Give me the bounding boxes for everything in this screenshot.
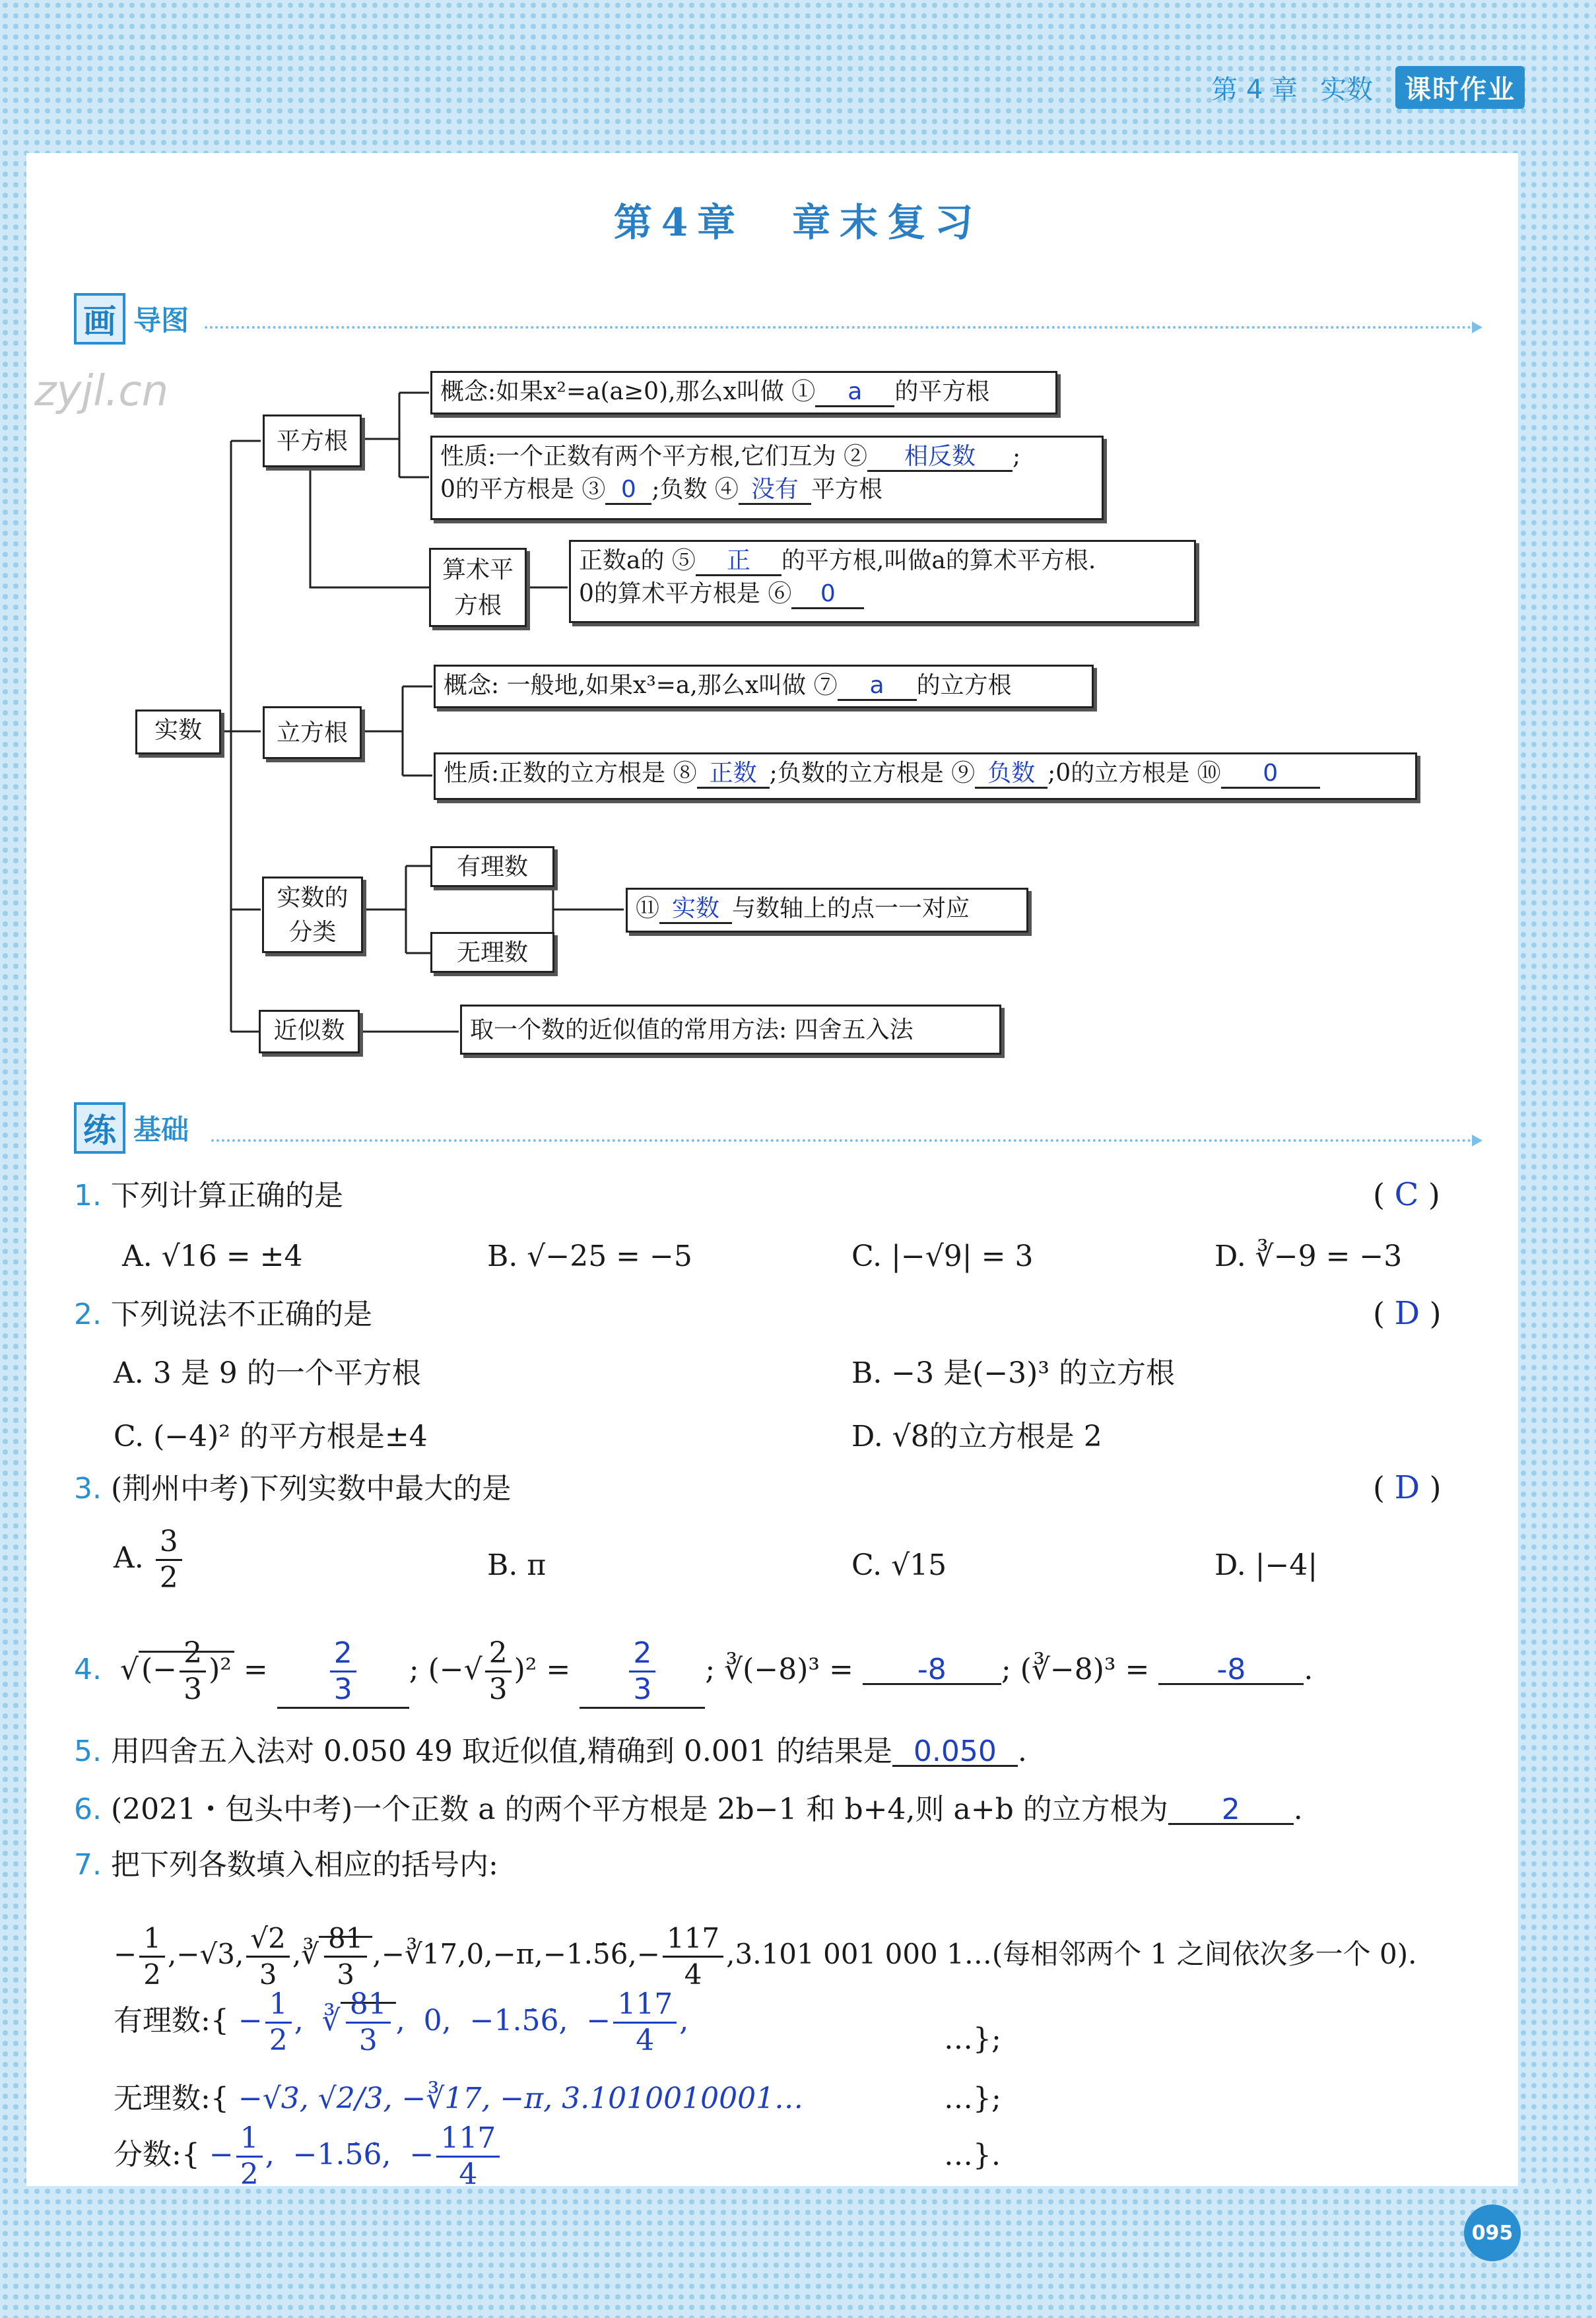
- q4-answer-1-num: 2: [330, 1636, 356, 1672]
- q7-rational-answers: − $\frac{1}{2}$ , ∛ $\frac{81}{3}$ , 0, −1.5̇6̇, − $\frac{117}{4}$ ,: [238, 1987, 689, 2057]
- blank-9: [975, 760, 1047, 789]
- sqrt-prop-text: 性质:一个正数有两个平方根,它们互为 ②: [440, 443, 868, 470]
- blank-8: [697, 760, 770, 789]
- q1-stem: [74, 1176, 343, 1216]
- q2-number: 2.: [74, 1298, 102, 1331]
- map-class-node: [262, 877, 363, 953]
- answer-5: 正: [726, 547, 750, 574]
- q5-answer: 0.050: [913, 1735, 997, 1768]
- q7-number-list: − $\frac{1}{2}$ ,−√3, $\frac{√2}{3}$ ,∛ $\frac{81}{3}$ ,−∛17,0,−π,−1.5̇6̇,− $\frac{117}{4}$ ,3.101 001 000 1…(每相邻两个 1 之间依次多一个 0).: [114, 1921, 1417, 1991]
- map-cbrt-concept: [434, 665, 1094, 708]
- map-rational-node: [430, 846, 554, 887]
- header-brand: 课时作业: [1395, 66, 1525, 109]
- q4-answer-2: [629, 1636, 655, 1707]
- bottom-dotted-band: [0, 2186, 1596, 2318]
- q2-text: 下列说法不正确的是: [110, 1298, 372, 1331]
- q7-text: 把下列各数填入相应的括号内:: [110, 1848, 498, 1882]
- section-basics-divider: [211, 1139, 1472, 1142]
- section-map-icon: 画: [74, 293, 125, 345]
- q3-option-a-fraction: [156, 1525, 182, 1595]
- q7-irrational-label: 无理数:{: [114, 2082, 229, 2115]
- blank-6: [791, 581, 864, 609]
- sqrt-concept-text: 概念:如果x²=a(a≥0),那么x叫做 ①: [440, 378, 816, 405]
- blank-2: [867, 444, 1013, 472]
- section-basics-icon: 练: [74, 1102, 125, 1154]
- q3-option-a: [114, 1525, 185, 1595]
- map-class-result: [626, 888, 1028, 933]
- q7-irrational-close: …};: [944, 2082, 1001, 2115]
- q4-blank-3: [863, 1653, 1001, 1686]
- q5-blank: [892, 1735, 1018, 1768]
- blank-4: [739, 477, 811, 505]
- q2-stem: [74, 1295, 372, 1335]
- map-cbrt-property: [434, 752, 1417, 800]
- q7-item-sqrt2-over-3: $\frac{√2}{3}$: [246, 1921, 289, 1992]
- q2-answer: ( D ): [1373, 1295, 1442, 1332]
- fraction-denominator: 2: [159, 1561, 178, 1595]
- map-cbrt-label: 立方根: [276, 719, 348, 746]
- class-result-text: 与数轴上的点一一对应: [732, 895, 970, 922]
- q1-text: 下列计算正确的是: [110, 1179, 343, 1212]
- q7-rational-row: [114, 1981, 688, 2061]
- q7-rational-close: …};: [944, 2022, 1001, 2056]
- q3-number: 3.: [74, 1472, 102, 1506]
- q7-item-117-over-4: $\frac{117}{4}$: [663, 1921, 723, 1992]
- q7-rational-label: 有理数:{: [114, 2004, 229, 2037]
- q4-answer-1: [330, 1636, 356, 1707]
- q3-text: (荆州中考)下列实数中最大的是: [110, 1472, 512, 1506]
- q6-text: (2021・包头中考)一个正数 a 的两个平方根是 2b−1 和 b+4,则 a+b 的立方根为: [110, 1793, 1168, 1826]
- sqrt-prop-tail: 平方根: [811, 476, 882, 503]
- q4-blank-1: [277, 1636, 409, 1709]
- sqrt-prop-negative: ;负数 ④: [651, 476, 739, 503]
- answer-7: a: [869, 672, 884, 699]
- q6-number: 6.: [74, 1793, 102, 1826]
- q4-expr-4: (∛−8)³ =: [1020, 1653, 1150, 1686]
- q6-line: 6. (2021・包头中考)一个正数 a 的两个平方根是 2b−1 和 b+4,则 a+b 的立方根为 2 .: [74, 1793, 1303, 1826]
- section-map-label: 导图: [133, 304, 189, 337]
- cbrt-prop-negative: ;负数的立方根是 ⑨: [769, 760, 976, 787]
- q3-option-c: C. √15: [851, 1548, 947, 1582]
- q4-number: 4.: [74, 1653, 102, 1686]
- q5-text: 用四舍五入法对 0.050 49 取近似值,精确到 0.001 的结果是: [110, 1735, 892, 1768]
- q4-expr-1: √(− $\frac{2}{3}$ )² =: [119, 1636, 268, 1706]
- page-title: 第4章 章末复习: [613, 200, 983, 245]
- page-number: 095: [1464, 2204, 1521, 2261]
- q4-line: 4. √(− $\frac{2}{3}$ )² = $\frac{2}{3}$ ; (−√ $\frac{2}{3}$ )² = $\frac{2}{3}$ ; ∛(−8)³ = -8 ; (∛−8)³ = -8 .: [74, 1630, 1313, 1709]
- fraction-numerator: 3: [156, 1525, 182, 1561]
- class-node-line2: 分类: [288, 919, 337, 946]
- answer-6: 0: [820, 580, 836, 607]
- map-arith-node: [429, 548, 527, 627]
- q7-irrational-answers: −√3, √2/3, −∛17, −π, 3.1010010001…: [238, 2082, 804, 2115]
- arith-node-line2: 方根: [453, 592, 502, 619]
- section-basics-heading: [74, 1102, 189, 1154]
- map-irrational-node: [430, 932, 554, 973]
- answer-8: 正数: [709, 760, 757, 787]
- q1-option-c: C. |−√9| = 3: [851, 1240, 1034, 1273]
- class-result-num: ⑪: [636, 895, 660, 922]
- q4-expr-2: (−√ $\frac{2}{3}$ )² =: [428, 1636, 571, 1706]
- q7-fraction-close: …}.: [944, 2138, 1001, 2172]
- arith-text-1-tail: 的平方根,叫做a的算术平方根.: [781, 547, 1096, 574]
- q4-expr-3: ∛(−8)³ =: [724, 1653, 853, 1686]
- answer-10: 0: [1263, 760, 1279, 787]
- map-sqrt-concept: [430, 371, 1057, 414]
- q2-option-a: A. 3 是 9 的一个平方根: [114, 1356, 421, 1390]
- blank-3: [605, 477, 651, 505]
- q7-note: 3.101 001 000 1…(每相邻两个 1 之间依次多一个 0).: [735, 1938, 1417, 1970]
- sqrt-prop-punct: ;: [1013, 443, 1021, 470]
- q7-item-neg-half: − $\frac{1}{2}$: [114, 1938, 168, 1970]
- map-root-node: [135, 710, 221, 754]
- arith-text-2: 0的算术平方根是 ⑥: [579, 580, 792, 607]
- blank-5: [696, 548, 781, 576]
- q1-option-a: A. √16 = ±4: [122, 1240, 303, 1273]
- q3-option-d: D. |−4|: [1214, 1548, 1318, 1582]
- irrational-label: 无理数: [456, 939, 528, 966]
- root-connector: [221, 441, 261, 1032]
- q2-answer-letter: D: [1394, 1295, 1420, 1332]
- q2-option-c: C. (−4)² 的平方根是±4: [114, 1420, 428, 1453]
- q4-blank-4: [1158, 1653, 1304, 1686]
- cbrt-connector: [362, 686, 432, 776]
- sqrt-concept-tail: 的平方根: [894, 378, 990, 405]
- header-topic: 实数: [1320, 75, 1373, 105]
- answer-4: 没有: [750, 476, 799, 503]
- cbrt-concept-tail: 的立方根: [916, 672, 1012, 699]
- watermark: zyjl.cn: [34, 367, 169, 416]
- map-root-label: 实数: [154, 717, 202, 744]
- q7-stem: [74, 1845, 498, 1885]
- blank-7: [838, 673, 917, 701]
- q6-blank: [1168, 1793, 1294, 1826]
- map-sqrt-property: [430, 436, 1104, 520]
- header-chapter: 第 4 章: [1211, 75, 1298, 105]
- q4-answer-2-den: 3: [633, 1672, 652, 1706]
- q3-stem: [74, 1469, 511, 1509]
- cbrt-prop-text: 性质:正数的立方根是 ⑧: [444, 760, 697, 787]
- q7-item-cbrt-81-3: ∛ $\frac{81}{3}$: [301, 1936, 372, 1970]
- answer-2: 相反数: [904, 443, 976, 470]
- approx-text: 取一个数的近似值的常用方法: 四舍五入法: [470, 1016, 914, 1043]
- rational-label: 有理数: [456, 853, 528, 880]
- q2-option-b: B. −3 是(−3)³ 的立方根: [851, 1356, 1175, 1390]
- arith-text-1: 正数a的 ⑤: [579, 547, 696, 574]
- q4-blank-2: [580, 1636, 705, 1709]
- map-cbrt-node: [263, 706, 362, 759]
- q1-answer-letter: C: [1394, 1176, 1419, 1213]
- approx-label: 近似数: [273, 1017, 345, 1044]
- q3-answer: ( D ): [1373, 1469, 1442, 1506]
- map-arith-box: [569, 540, 1196, 623]
- section-basics-arrow-icon: [1472, 1135, 1482, 1146]
- q1-option-b: B. √−25 = −5: [487, 1240, 692, 1273]
- q7-fraction-row: [114, 2119, 502, 2192]
- answer-9: 负数: [987, 760, 1036, 787]
- q4-answer-3: -8: [917, 1653, 947, 1686]
- q7-fraction-answers: − $\frac{1}{2}$ , −1.5̇6̇, − $\frac{117}{4}$: [209, 2138, 502, 2171]
- blank-11: [659, 896, 732, 924]
- q3-option-b: B. π: [487, 1548, 547, 1582]
- map-sqrt-node: [263, 414, 362, 467]
- section-basics-label: 基础: [133, 1113, 189, 1146]
- blank-10: [1221, 760, 1320, 789]
- map-approx-method: [460, 1005, 1001, 1055]
- q4-answer-4: -8: [1216, 1653, 1246, 1686]
- cbrt-prop-zero: ;0的立方根是 ⑩: [1047, 760, 1221, 787]
- q5-number: 5.: [74, 1735, 102, 1768]
- q7-fraction-label: 分数:{: [114, 2138, 200, 2171]
- blank-1: [815, 379, 894, 407]
- q4-answer-1-den: 3: [333, 1672, 352, 1706]
- answer-11: 实数: [672, 895, 720, 922]
- class-node-line1: 实数的: [277, 884, 349, 911]
- arith-node-line1: 算术平: [442, 556, 514, 583]
- q4-answer-2-num: 2: [629, 1636, 655, 1672]
- q7-number: 7.: [74, 1848, 102, 1882]
- q1-number: 1.: [74, 1179, 102, 1212]
- q5-line: 5. 用四舍五入法对 0.050 49 取近似值,精确到 0.001 的结果是 0.050 .: [74, 1735, 1027, 1768]
- answer-3: 0: [620, 476, 636, 503]
- map-sqrt-label: 平方根: [276, 428, 348, 455]
- map-approx-node: [259, 1010, 360, 1053]
- answer-1: a: [848, 378, 863, 405]
- q1-option-d: D. ∛−9 = −3: [1214, 1240, 1403, 1273]
- cbrt-concept-text: 概念: 一般地,如果x³=a,那么x叫做 ⑦: [444, 672, 838, 699]
- sqrt-prop-zero: 0的平方根是 ③: [440, 476, 606, 503]
- q2-option-d: D. √8的立方根是 2: [851, 1420, 1102, 1453]
- q1-answer: ( C ): [1373, 1176, 1440, 1213]
- q3-option-a-label: A.: [114, 1541, 144, 1575]
- q6-answer: 2: [1221, 1793, 1240, 1826]
- q3-answer-letter: D: [1394, 1469, 1420, 1506]
